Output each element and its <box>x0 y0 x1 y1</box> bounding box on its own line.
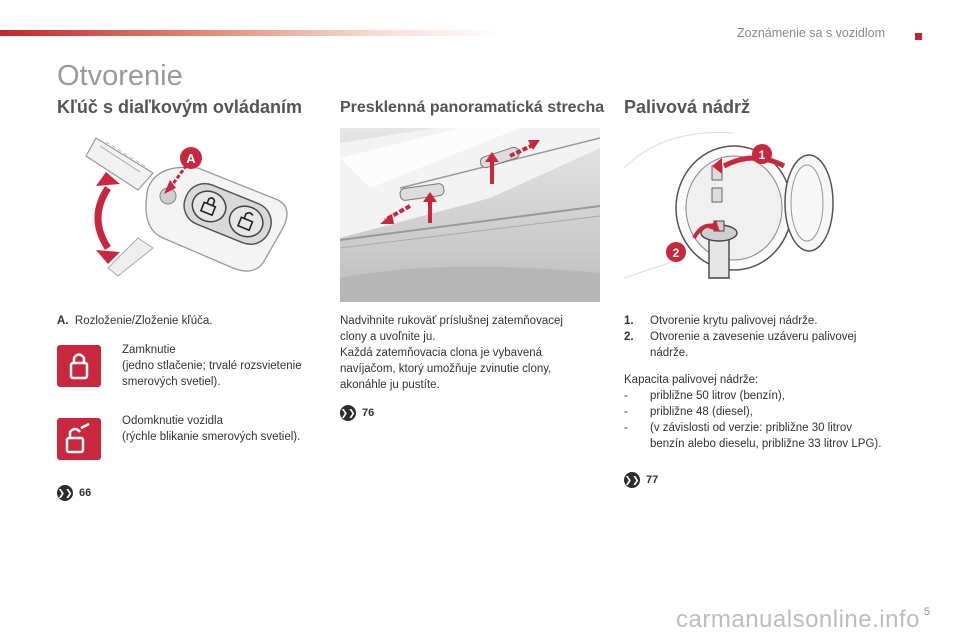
fuel-steps <box>624 313 904 361</box>
header-marker <box>915 33 922 40</box>
key-illustration <box>78 128 318 278</box>
chevron-right-icon: ❯❯ <box>340 405 356 421</box>
lock-icon-box <box>57 345 101 387</box>
roof-description: Nadvihnite rukoväť príslušnej zatemňovacej clony a uvoľnite ju. Každá zatemňovacia clona je vybavená navíjačom, ktorý umožňuje zvinutie clony, akonáhle ju pustíte. <box>340 315 563 391</box>
running-header: Zoznámenie sa s vozidlom <box>737 26 885 40</box>
chevron-right-icon: ❯❯ <box>57 485 73 501</box>
unlock-description: Odomknutie vozidla (rýchle blikanie smerových svetiel). <box>122 415 301 443</box>
key-item-a <box>57 313 212 329</box>
fuel-page-ref[interactable]: ❯❯ 77 <box>624 474 659 486</box>
roof-page-ref[interactable]: ❯❯ 76 <box>340 407 375 419</box>
fuel-capacity <box>624 372 924 452</box>
capacity-item: - približne 50 litrov (benzín), <box>624 390 785 402</box>
page-number: 5 <box>923 606 930 618</box>
fuel-capacity-title: Kapacita palivovej nádrže: <box>624 374 759 386</box>
key-page-ref[interactable]: ❯❯ 66 <box>57 487 92 499</box>
page-title: Otvorenie <box>57 60 183 92</box>
unlock-icon-box <box>57 418 101 460</box>
roof-illustration <box>340 128 600 302</box>
chevron-right-icon: ❯❯ <box>624 472 640 488</box>
padlock-closed-icon <box>57 345 101 387</box>
fuel-illustration <box>624 128 844 302</box>
fuel-step-2: 2. Otvorenie a zavesenie uzáveru palivovej nádrže. <box>624 331 857 359</box>
lock-description: Zamknutie (jedno stlačenie; trvalé rozsvietenie smerových svetiel). <box>122 344 302 388</box>
key-item-a-label: A. <box>57 315 69 327</box>
callout-1: 1 <box>758 148 766 162</box>
capacity-item: - (v závislosti od verzie: približne 30 litrov benzín alebo dieselu, približne 33 litrov LPG). <box>624 422 882 450</box>
watermark: carmanualsonline.info <box>676 606 920 633</box>
header-accent-bar <box>0 30 500 36</box>
fuel-step-1: 1. Otvorenie krytu palivovej nádrže. <box>624 315 818 327</box>
key-item-a-text: Rozloženie/Zloženie kľúča. <box>74 315 213 327</box>
fuel-section-heading: Palivová nádrž <box>624 97 751 117</box>
callout-2: 2 <box>672 246 680 260</box>
capacity-item: - približne 48 (diesel), <box>624 406 753 418</box>
callout-a: A <box>186 151 196 166</box>
roof-section-heading: Presklenná panoramatická strecha <box>340 99 605 116</box>
padlock-open-icon <box>57 418 101 460</box>
key-section-heading: Kľúč s diaľkovým ovládaním <box>57 97 302 117</box>
